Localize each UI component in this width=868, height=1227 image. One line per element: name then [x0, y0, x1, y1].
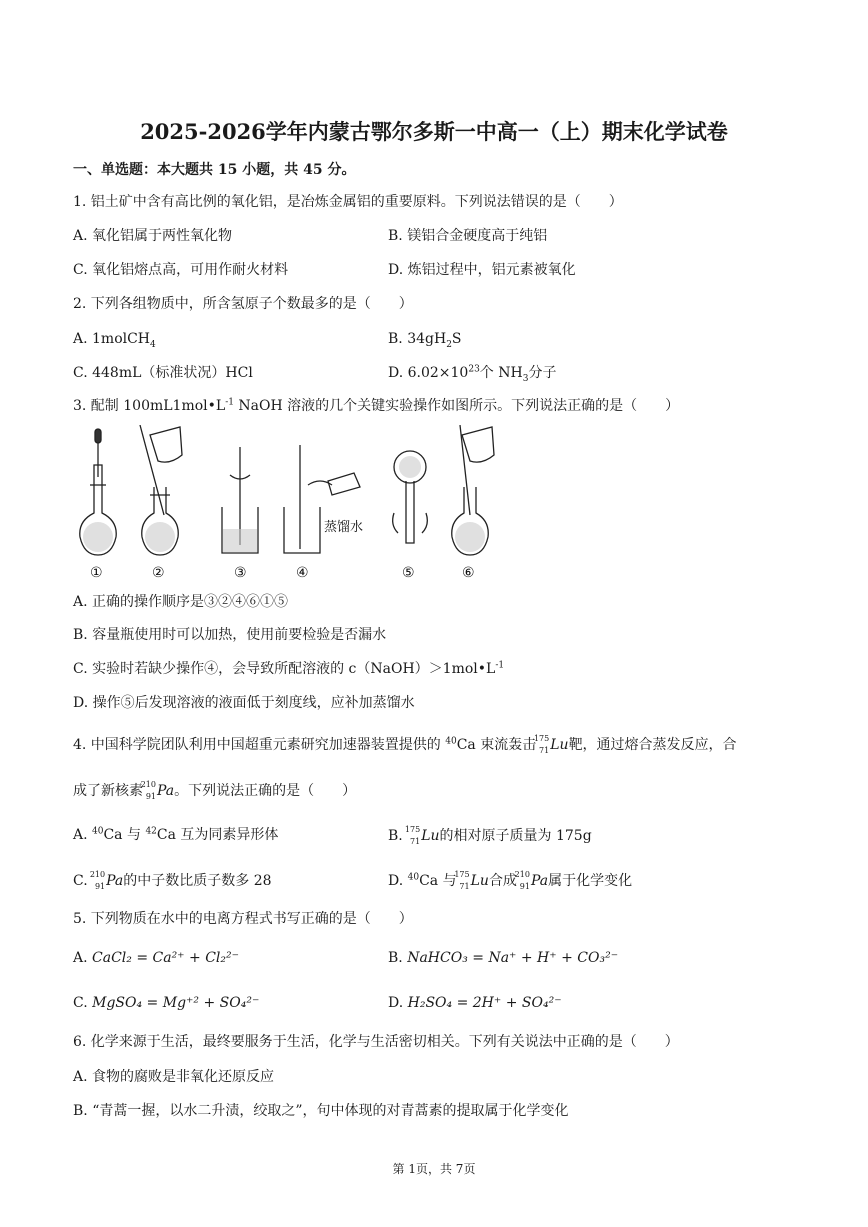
question-1-stem: 1. 铝土矿中含有高比例的氧化铝，是冶炼金属铝的重要原料。下列说法错误的是（ ） [73, 194, 623, 210]
figure-text-distilled-water: 蒸馏水 [324, 520, 364, 535]
question-2-stem: 2. 下列各组物质中，所含氢原子个数最多的是（ ） [73, 296, 413, 312]
q3-option-b: B. 容量瓶使用时可以加热，使用前要检验是否漏水 [73, 627, 387, 643]
page-title: 2025-2026学年内蒙古鄂尔多斯一中高一（上）期末化学试卷 [140, 119, 728, 144]
figure-label-3: ③ [234, 565, 247, 581]
question-5-stem: 5. 下列物质在水中的电离方程式书写正确的是（ ） [73, 911, 413, 927]
q2-option-d: D. $6.02\times 10^{23}$个 $NH_3$分子 [388, 364, 557, 384]
q3-option-a: A. 正确的操作顺序是③②④⑥①⑤ [73, 594, 289, 610]
q5-option-d: D. H₂SO₄ = 2H⁺ + SO₄²⁻ [388, 995, 562, 1011]
q1-option-c: C. 氧化铝熔点高，可用作耐火材料 [73, 262, 289, 278]
step-3-beaker-stir [222, 447, 258, 553]
q1-option-d: D. 炼铝过程中，铝元素被氧化 [388, 262, 576, 278]
q6-option-a: A. 食物的腐败是非氧化还原反应 [73, 1069, 275, 1085]
step-2-pour-flask [140, 425, 182, 555]
question-6-stem: 6. 化学来源于生活，最终要服务于生活，化学与生活密切相关。下列有关说法中正确的是（ ） [73, 1034, 679, 1050]
question-4-stem-line1: 4. 中国科学院团队利用中国超重元素研究加速器装置提供的 $^{40}$Ca 束流轰击 175 71 Lu靶，通过熔合蒸发反应，合 [73, 734, 737, 755]
question-3-stem: 3. 配制 $100mL1mol•L^{-1}$ NaOH 溶液的几个关键实验操作如图所示。下列说法正确的是（ ） [73, 397, 680, 414]
q1-option-b: B. 镁铝合金硬度高于纯铝 [388, 228, 548, 244]
q1-option-a: A. 氧化铝属于两性氧化物 [73, 228, 233, 244]
step-5-invert-flask [393, 451, 428, 543]
q3-option-d: D. 操作⑤后发现溶液的液面低于刻度线，应补加蒸馏水 [73, 695, 415, 711]
page-footer: 第 1页，共 7页 [392, 1162, 476, 1176]
figure-label-2: ② [152, 565, 165, 581]
q5-option-a: A. CaCl₂ = Ca²⁺ + Cl₂²⁻ [73, 950, 240, 966]
q6-option-b: B. “青蒿一握，以水二升渍，绞取之”，句中体现的对青蒿素的提取属于化学变化 [73, 1103, 569, 1119]
lab-procedure-figure [70, 425, 430, 585]
step-4-wash-bottle [284, 445, 360, 553]
figure-label-5: ⑤ [402, 565, 415, 581]
q4-option-c: C. 210 91 Pa的中子数比质子数多 28 [73, 870, 272, 891]
q4-option-b: B. 175 71 Lu的相对原子质量为 175g [388, 825, 592, 846]
q5-option-b: B. NaHCO₃ = Na⁺ + H⁺ + CO₃²⁻ [388, 950, 619, 966]
q4-option-a: A. $^{40}$Ca 与 $^{42}$Ca 互为同素异形体 [73, 826, 279, 843]
question-4-stem-line2: 成了新核素 210 91 Pa。下列说法正确的是（ ） [73, 780, 357, 801]
q3-option-c: C. 实验时若缺少操作④，会导致所配溶液的 $c(NaOH)>1mol•L^{-1}$ [73, 660, 505, 677]
figure-label-1: ① [90, 565, 103, 581]
q2-option-b: B. $34gH_2S$ [388, 331, 462, 350]
figure-label-6: ⑥ [462, 565, 475, 581]
step-1-dropper-flask [80, 429, 116, 555]
q2-option-c: C. 448mL（标准状况）HCl [73, 365, 253, 381]
step-6-figure [440, 425, 500, 585]
q5-option-c: C. MgSO₄ = Mg⁺² + SO₄²⁻ [73, 995, 260, 1011]
q2-option-a: A. 1molCH$_4$ [73, 331, 156, 350]
section-heading: 一、单选题：本大题共 15 小题，共 45 分。 [73, 162, 356, 178]
q4-option-d: D. $^{40}$Ca 与 175 71 Lu合成 210 91 Pa属于化学变化 [388, 870, 633, 891]
figure-label-4: ④ [296, 565, 309, 581]
